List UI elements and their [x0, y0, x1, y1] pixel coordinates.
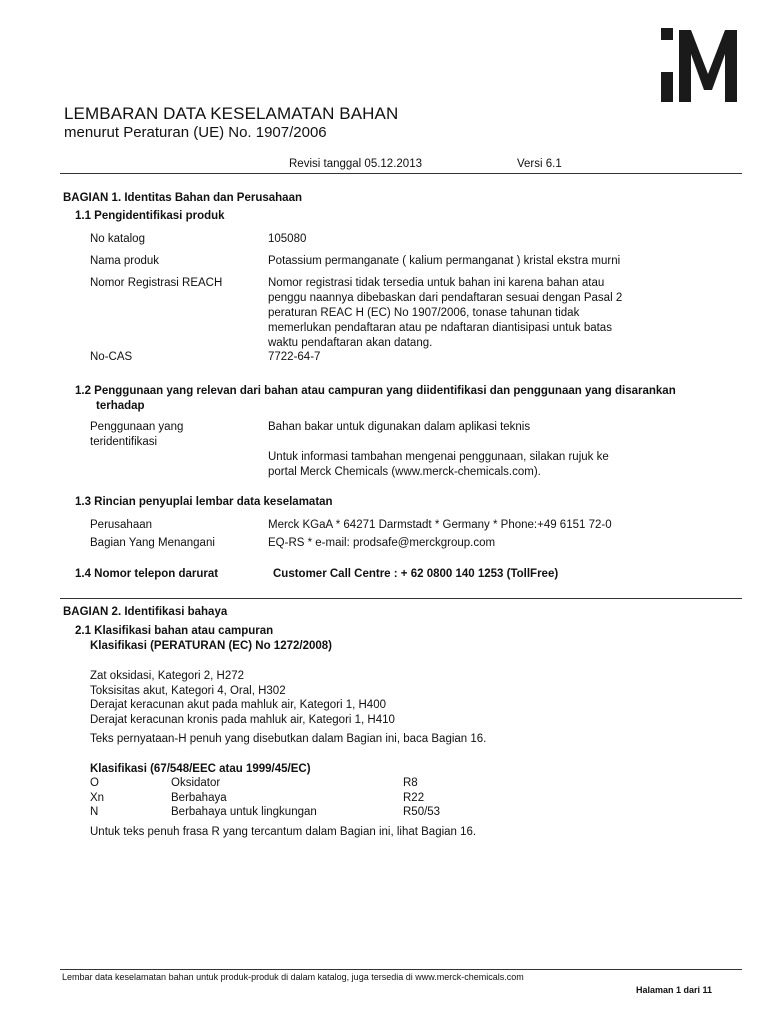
use-label: Penggunaan yang: [90, 421, 184, 433]
section-1-3-heading: 1.3 Rincian penyuplai lembar data keselamatan: [75, 496, 333, 508]
section-2-1-heading: 2.1 Klasifikasi bahan atau campuran: [75, 625, 274, 637]
cas-label: No-CAS: [90, 351, 133, 363]
reach-line: waktu pendaftaran akan datang.: [268, 337, 433, 349]
eec-r-phrase: R8: [403, 777, 418, 789]
reach-line: penggu naannya dibebaskan dari pendaftaran sesuai dengan Pasal 2: [268, 292, 623, 304]
use-value: Bahan bakar untuk digunakan dalam aplikasi teknis: [268, 421, 531, 433]
section-divider: [60, 598, 742, 599]
eec-code: Xn: [90, 792, 105, 804]
h-statement-note: Teks pernyataan-H penuh yang disebutkan dalam Bagian ini, baca Bagian 16.: [90, 733, 487, 745]
revision-date: Revisi tanggal 05.12.2013: [289, 158, 422, 170]
catalog-label: No katalog: [90, 233, 145, 245]
info-line: Untuk informasi tambahan mengenai penggunaan, silakan rujuk ke: [268, 451, 609, 463]
eec-desc: Oksidator: [171, 777, 221, 789]
catalog-value: 105080: [268, 233, 307, 245]
classification-item: Derajat keracunan akut pada mahluk air, Kategori 1, H400: [90, 699, 386, 711]
info-line: portal Merck Chemicals (www.merck-chemicals.com).: [268, 466, 541, 478]
clp-classification-heading: Klasifikasi (PERATURAN (EC) No 1272/2008): [90, 640, 332, 652]
section-1-2-heading: 1.2 Penggunaan yang relevan dari bahan atau campuran yang diidentifikasi dan penggunaan yang disarankan: [75, 385, 676, 397]
document-subtitle: menurut Peraturan (UE) No. 1907/2006: [64, 124, 327, 141]
section-2-heading: BAGIAN 2. Identifikasi bahaya: [63, 606, 228, 618]
classification-item: Toksisitas akut, Kategori 4, Oral, H302: [90, 685, 286, 697]
cas-value: 7722-64-7: [268, 351, 321, 363]
reach-line: memerlukan pendaftaran atau pe ndaftaran diantisipasi untuk batas: [268, 322, 612, 334]
company-label: Perusahaan: [90, 519, 153, 531]
dept-value: EQ-RS * e-mail: prodsafe@merckgroup.com: [268, 537, 496, 549]
section-1-heading: BAGIAN 1. Identitas Bahan dan Perusahaan: [63, 192, 303, 204]
eec-desc: Berbahaya: [171, 792, 227, 804]
eec-desc: Berbahaya untuk lingkungan: [171, 806, 317, 818]
use-label-cont: teridentifikasi: [90, 436, 158, 448]
eec-code: O: [90, 777, 99, 789]
header-divider: [60, 173, 742, 174]
classification-item: Derajat keracunan kronis pada mahluk air, Kategori 1, H410: [90, 714, 395, 726]
product-label: Nama produk: [90, 255, 160, 267]
eec-classification-heading: Klasifikasi (67/548/EEC atau 1999/45/EC): [90, 763, 311, 775]
dept-label: Bagian Yang Menangani: [90, 537, 215, 549]
section-1-1-heading: 1.1 Pengidentifikasi produk: [75, 210, 225, 222]
r-phrase-note: Untuk teks penuh frasa R yang tercantum dalam Bagian ini, lihat Bagian 16.: [90, 826, 477, 838]
eec-r-phrase: R50/53: [403, 806, 441, 818]
classification-item: Zat oksidasi, Kategori 2, H272: [90, 670, 245, 682]
eec-r-phrase: R22: [403, 792, 425, 804]
document-title: LEMBARAN DATA KESELAMATAN BAHAN: [64, 104, 399, 123]
version: Versi 6.1: [517, 158, 562, 170]
section-1-4-heading: 1.4 Nomor telepon darurat: [75, 568, 219, 580]
eec-code: N: [90, 806, 99, 818]
reach-label: Nomor Registrasi REACH: [90, 277, 223, 289]
section-1-2-heading-cont: terhadap: [96, 400, 145, 412]
footer-text: Lembar data keselamatan bahan untuk produk-produk di dalam katalog, juga tersedia di www.merck-chemicals.com: [62, 972, 524, 982]
reach-line: Nomor registrasi tidak tersedia untuk bahan ini karena bahan atau: [268, 277, 605, 289]
emergency-phone: Customer Call Centre : + 62 0800 140 1253 (TollFree): [273, 568, 559, 580]
reach-line: peraturan REAC H (EC) No 1907/2006, tonase tahunan tidak: [268, 307, 580, 319]
page-number: Halaman 1 dari 11: [635, 985, 712, 995]
product-value: Potassium permanganate ( kalium permanganat ) kristal ekstra murni: [268, 255, 621, 267]
merck-logo-icon: [661, 28, 737, 102]
company-value: Merck KGaA * 64271 Darmstadt * Germany * Phone:+49 6151 72-0: [268, 519, 612, 531]
footer-divider: [60, 969, 742, 970]
